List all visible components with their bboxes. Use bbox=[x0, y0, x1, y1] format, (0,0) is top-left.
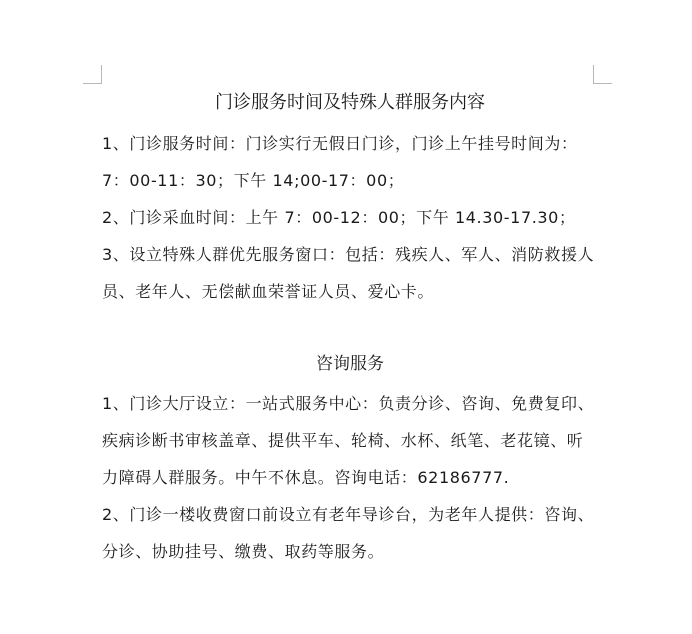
page-corner-mark-top-right bbox=[593, 65, 612, 84]
page-corner-mark-top-left bbox=[83, 65, 102, 84]
section-title-consultation: 咨询服务 bbox=[316, 354, 384, 374]
blank-line bbox=[102, 310, 598, 347]
document-body bbox=[102, 87, 598, 570]
document-title: 门诊服务时间及特殊人群服务内容 bbox=[215, 92, 485, 113]
paragraph-blood-draw-hours: 2、门诊采血时间：上午 7：00-12：00；下午 14.30-17.30； bbox=[102, 208, 576, 227]
paragraph-priority-window: 3、设立特殊人群优先服务窗口：包括：残疾人、军人、消防救援人员、老年人、无偿献血荣誉证人员、爱心卡。 bbox=[102, 245, 595, 301]
paragraph-one-stop-service: 1、门诊大厅设立：一站式服务中心：负责分诊、咨询、免费复印、疾病诊断书审核盖章、提供平车、轮椅、水杯、纸笔、老花镜、听力障碍人群服务。中午不休息。咨询电话：62186777. bbox=[102, 394, 595, 487]
paragraph-elderly-guide-desk: 2、门诊一楼收费窗口前设立有老年导诊台，为老年人提供：咨询、分诊、协助挂号、缴费、取药等服务。 bbox=[102, 505, 595, 561]
paragraph-outpatient-hours: 1、门诊服务时间：门诊实行无假日门诊，门诊上午挂号时间为：7：00-11：30；下午 14;00-17：00； bbox=[102, 134, 578, 190]
